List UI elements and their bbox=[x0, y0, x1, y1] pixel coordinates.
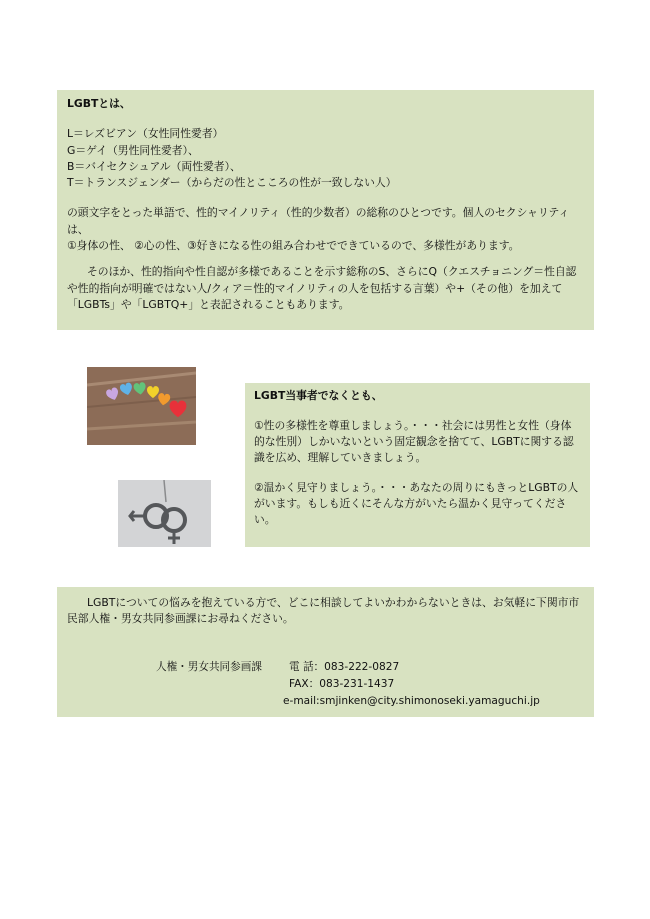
rainbow-hearts-icon bbox=[87, 367, 196, 445]
definition-explanation-2: ①身体の性、 ②心の性、③好きになる性の組み合わせでできているので、多様性があります。 bbox=[67, 239, 520, 253]
fax-line bbox=[289, 676, 394, 692]
definition-heading: LGBTとは、 bbox=[67, 97, 131, 110]
advice-heading: LGBT当事者でなくとも、 bbox=[254, 389, 383, 402]
office-name: 人権・男女共同参画課 bbox=[156, 661, 262, 673]
tel-line bbox=[289, 659, 399, 675]
term-lesbian: L＝レズビアン（女性同性愛者） bbox=[67, 127, 224, 141]
email-address[interactable]: smjinken@city.shimonoseki.yamaguchi.jp bbox=[319, 695, 540, 707]
lgbt-definition-box bbox=[57, 90, 594, 330]
consultation-message: LGBTについての悩みを抱えている方で、どこに相談してよいかわからないときは、お気軽に下関市市民部人権・男女共同参画課にお尋ねください。 bbox=[67, 596, 580, 626]
advice-point-1: ①性の多様性を尊重しましょう。・・・社会には男性と女性（身体的な性別）しかいないという固定観念を捨てて、LGBTに関する認識を広め、理解していきましょう。 bbox=[254, 419, 574, 464]
advice-point-2: ②温かく見守りましょう。・・・あなたの周りにもきっとLGBTの人がいます。もしも近くにそんな方がいたら温かく見守ってください。 bbox=[254, 481, 579, 526]
email-label: e-mail: bbox=[283, 695, 320, 707]
fax-number: 083-231-1437 bbox=[319, 678, 395, 690]
definition-extra: そのほか、性的指向や性自認が多様であることを示す総称のS、さらにQ（クエスチョニング＝性自認や性的指向が明確ではない人/クィア＝性的マイノリティの人を包括する言葉）や+（その他）を加えて「LGBTs」や「LGBTQ+」と表記されることもあります。 bbox=[67, 265, 577, 311]
consultation-box bbox=[57, 587, 594, 717]
term-transgender: T＝トランスジェンダー（からだの性とこころの性が一致しない人） bbox=[67, 176, 397, 190]
email-line bbox=[283, 693, 540, 709]
tel-number: 083-222-0827 bbox=[324, 661, 400, 673]
fax-label: FAX： bbox=[289, 678, 320, 690]
term-gay: G＝ゲイ（男性同性愛者）、 bbox=[67, 143, 199, 157]
advice-box bbox=[245, 383, 590, 547]
definition-explanation-1: の頭文字をとった単語で、性的マイノリティ（性的少数者）の総称のひとつです。個人のセクシャリティは、 bbox=[67, 206, 570, 236]
tel-label: 電 話： bbox=[289, 661, 325, 673]
term-bisexual: B＝バイセクシュアル（両性愛者）、 bbox=[67, 159, 241, 173]
gender-symbols-icon bbox=[118, 480, 211, 547]
